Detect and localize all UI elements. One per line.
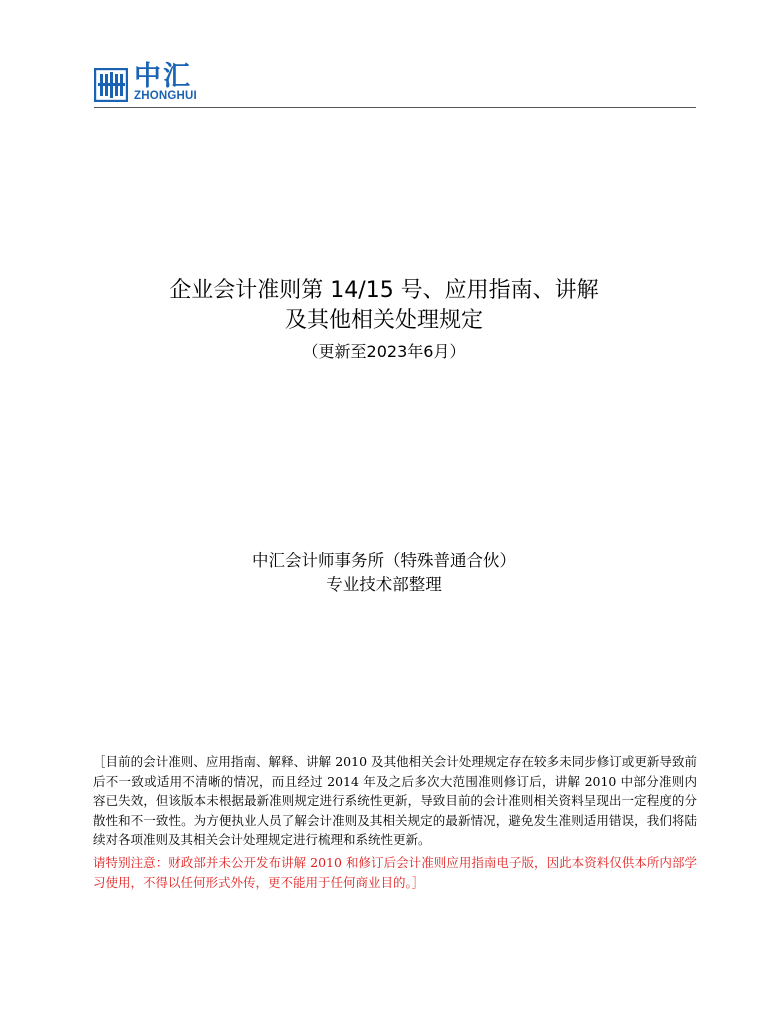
organization-department: 专业技术部整理 [326, 575, 442, 594]
header-divider [94, 107, 696, 108]
warning-paragraph: 请特别注意：财政部并未公开发布讲解 2010 和修订后会计准则应用指南电子版，因此本资料仅供本所内部学习使用，不得以任何形式外传，更不能用于任何商业目的。］ [93, 855, 697, 890]
zhonghui-logo-icon [94, 68, 128, 102]
document-subtitle: （更新至2023年6月） [302, 342, 466, 361]
logo-text-en: ZHONGHUI [134, 90, 197, 102]
logo-text-cn: 中汇 [134, 61, 192, 92]
document-title-line-1: 企业会计准则第 14/15 号、应用指南、讲解 [169, 278, 599, 303]
page-header [94, 61, 696, 108]
document-title-line-2: 及其他相关处理规定 [284, 308, 483, 333]
organization-name: 中汇会计师事务所（特殊普通合伙） [252, 551, 516, 570]
notice-paragraph: ［目前的会计准则、应用指南、解释、讲解 2010 及其他相关会计处理规定存在较多未同步修订或更新导致前后不一致或适用不清晰的情况，而且经过 2014 年及之后多次大范围准则修订后，讲解 2010 中部分准则内容已失效，但该版本未根据最新准则规定进行系统性更新，导致目前的会计准则相关资料呈现出一定程度的分散性和不一致性。为方便执业人员了解会计准则及其相关规定的最新情况，避免发生准则适用错误，我们将陆续对各项准则及其相关会计处理规定进行梳理和系统性更新。 [93, 754, 697, 847]
